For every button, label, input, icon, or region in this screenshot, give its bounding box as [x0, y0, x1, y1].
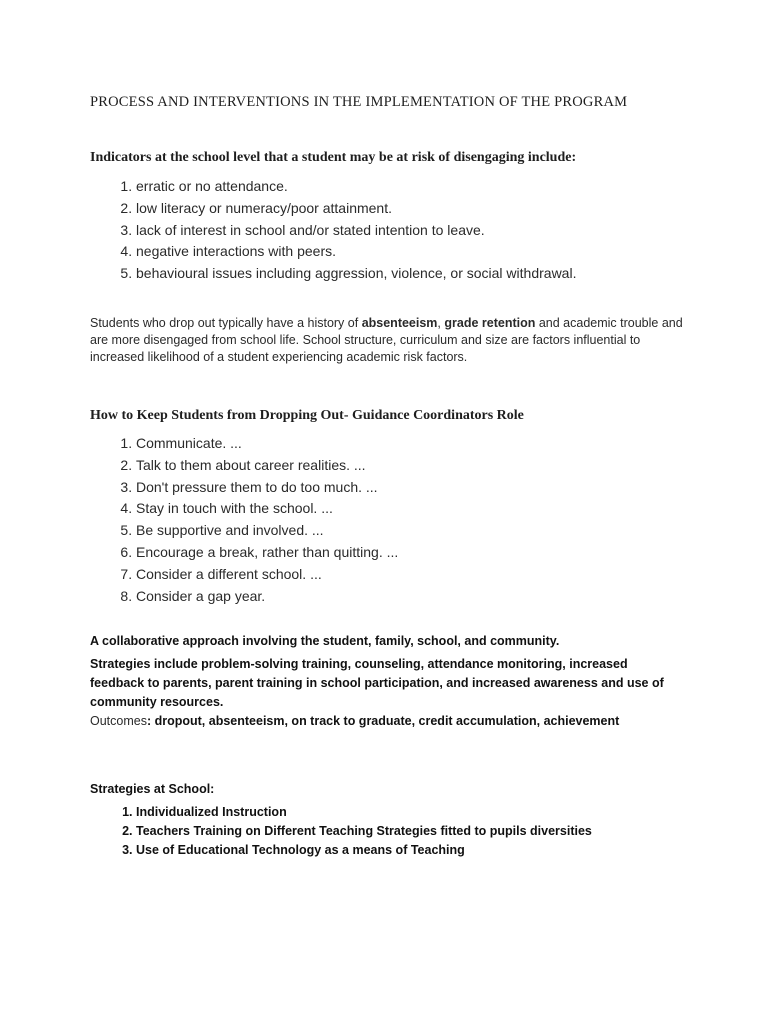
- list-item: 3. Use of Educational Technology as a means of Teaching: [136, 841, 726, 860]
- list-item: 6. Encourage a break, rather than quitting. ...: [136, 542, 736, 564]
- list-item: 4. negative interactions with peers.: [136, 241, 736, 263]
- risk-paragraph: [90, 315, 690, 366]
- paragraph-text: and academic trouble and are more disengaged from school life. School structure, curriculum and size are factors influential to increased likelihood of a student experiencing academic risk factors.: [90, 316, 683, 364]
- paragraph-bold-grade-retention: grade retention: [444, 316, 536, 330]
- strategies-text: Strategies include problem-solving training, counseling, attendance monitoring, increased feedback to parents, parent training in school participation, and increased awareness and use of community resources.: [90, 657, 664, 709]
- outcomes-text: : dropout, absenteeism, on track to graduate, credit accumulation, achievement: [146, 714, 620, 728]
- list-item: 5. Be supportive and involved. ...: [136, 520, 736, 542]
- outcomes-line: [90, 712, 680, 731]
- list-item: 5. behavioural issues including aggression, violence, or social withdrawal.: [136, 263, 736, 285]
- list-item: 1. erratic or no attendance.: [136, 176, 736, 198]
- paragraph-text: ,: [437, 316, 445, 330]
- indicators-heading: Indicators at the school level that a student may be at risk of disengaging include:: [90, 150, 577, 165]
- list-item: 1. Communicate. ...: [136, 433, 736, 455]
- list-item: 3. Don't pressure them to do too much. ...: [136, 477, 736, 499]
- indicators-list: [110, 176, 736, 285]
- outcomes-label: Outcomes: [90, 714, 147, 728]
- school-strategies-list: [110, 803, 726, 860]
- list-item: 2. Talk to them about career realities. ...: [136, 455, 736, 477]
- list-item: 3. lack of interest in school and/or stated intention to leave.: [136, 220, 736, 242]
- list-item: 7. Consider a different school. ...: [136, 564, 736, 586]
- list-item: 2. Teachers Training on Different Teaching Strategies fitted to pupils diversities: [136, 822, 726, 841]
- collaborative-approach: A collaborative approach involving the student, family, school, and community.: [90, 634, 560, 648]
- page-title: PROCESS AND INTERVENTIONS IN THE IMPLEMENTATION OF THE PROGRAM: [90, 94, 628, 110]
- guidance-list: [110, 433, 736, 607]
- paragraph-text: Students who drop out typically have a history of: [90, 316, 362, 330]
- list-item: 2. low literacy or numeracy/poor attainment.: [136, 198, 736, 220]
- list-item: 4. Stay in touch with the school. ...: [136, 498, 736, 520]
- list-item: 8. Consider a gap year.: [136, 586, 736, 608]
- guidance-heading: How to Keep Students from Dropping Out- Guidance Coordinators Role: [90, 408, 524, 423]
- list-item: 1. Individualized Instruction: [136, 803, 726, 822]
- school-strategies-heading: Strategies at School:: [90, 782, 215, 796]
- paragraph-bold-absenteeism: absenteeism: [361, 316, 438, 330]
